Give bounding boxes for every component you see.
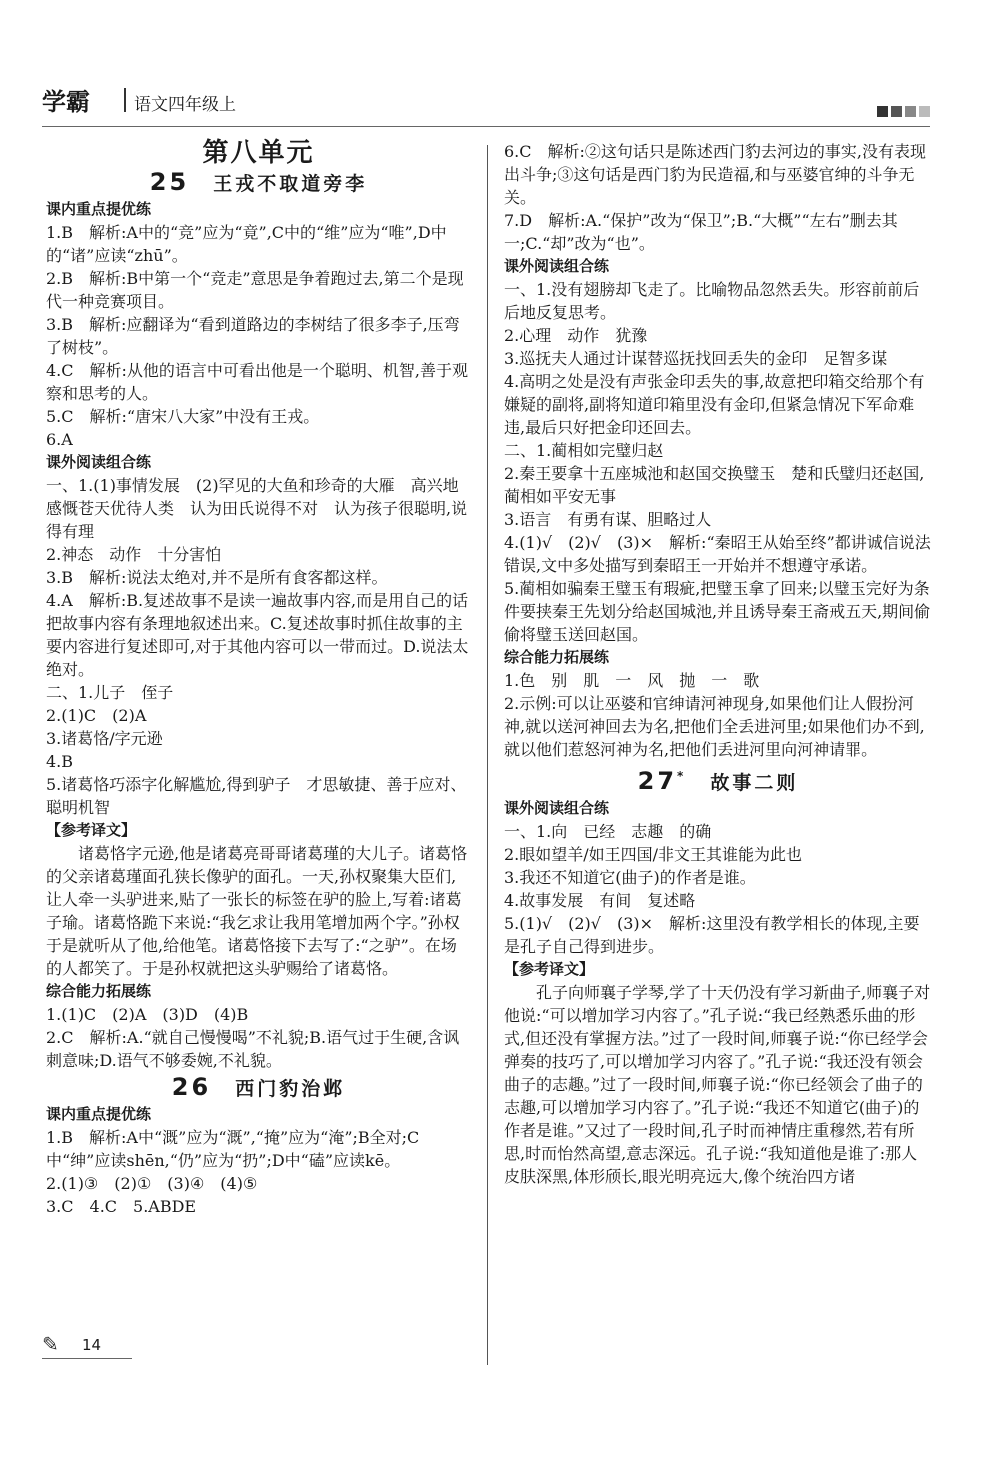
subject-title: 语文四年级上 xyxy=(134,95,236,115)
header-blocks-icon xyxy=(874,102,930,121)
pencil-icon: ✎ xyxy=(42,1332,59,1356)
optional-mark: * xyxy=(677,769,687,783)
block-1 xyxy=(877,106,888,117)
answer: 3.B 解析:应翻译为“看到道路边的李树结了很多李子,压弯了树枝”。 xyxy=(46,315,460,357)
section-heading: 课内重点提优练 xyxy=(46,1105,152,1123)
answer: 4.高明之处是没有声张金印丢失的事,故意把印箱交给那个有嫌疑的副将,副将知道印箱里没有金印,但紧急情况下军命难违,最后只好把金印还回去。 xyxy=(504,372,925,437)
section-heading: 综合能力拓展练 xyxy=(46,982,152,1000)
answer: 5.蔺相如骗秦王璧玉有瑕疵,把璧玉拿了回来;以璧玉完好为条件要挟秦王先划分给赵国城池,并且诱导秦王斋戒五天,期间偷偷将璧玉送回赵国。 xyxy=(504,579,931,644)
lesson-number xyxy=(638,767,687,795)
page-number: 14 xyxy=(82,1336,102,1354)
lesson-title: 西门豹治邺 xyxy=(235,1078,346,1100)
header-separator xyxy=(124,88,126,112)
answer: 3.我还不知道它(曲子)的作者是谁。 xyxy=(504,868,756,887)
answer: 2.C 解析:A.“就自己慢慢喝”不礼貌;B.语气过于生硬,含讽刺意味;D.语气不够委婉,不礼貌。 xyxy=(46,1028,460,1070)
right-column xyxy=(504,140,932,1188)
answer: 3.语言 有勇有谋、胆略过人 xyxy=(504,510,712,529)
answer: 4.故事发展 有间 复述略 xyxy=(504,891,696,910)
answer: 1.(1)C (2)A (3)D (4)B xyxy=(46,1005,249,1024)
lesson-title: 故事二则 xyxy=(710,772,799,794)
answer: 2.心理 动作 犹豫 xyxy=(504,326,648,345)
answer: 4.A 解析:B.复述故事不是读一遍故事内容,而是用自己的话把故事内容有条理地叙述出来。C.复述故事时抓住故事的主要内容进行复述即可,对于其他内容可以一带而过。D.说法太绝对。 xyxy=(46,591,469,679)
answer: 一、1.没有翅膀却飞走了。比喻物品忽然丢失。形容前前后后地反复思考。 xyxy=(504,280,920,322)
answer: 5.诸葛恪巧添字化解尴尬,得到驴子 才思敏捷、善于应对、聪明机智 xyxy=(46,775,467,817)
header-rule xyxy=(42,126,930,127)
answer: 2.B 解析:B中第一个“竞走”意思是争着跑过去,第二个是现代一种竞赛项目。 xyxy=(46,269,464,311)
answer: 2.秦王要拿十五座城池和赵国交换璧玉 楚和氏璧归还赵国,蔺相如平安无事 xyxy=(504,464,925,506)
block-3 xyxy=(905,106,916,117)
logo: 学霸 xyxy=(42,88,90,116)
answer: 一、1.向 已经 志趣 的确 xyxy=(504,822,712,841)
answer: 2.示例:可以让巫婆和官绅请河神现身,如果他们让人假扮河神,就以送河神回去为名,把他们全丢进河里;如果他们办不到,就以他们惹怒河神为名,把他们丢进河里向河神请罪。 xyxy=(504,694,925,759)
lesson-number: 26 xyxy=(171,1073,212,1101)
answer: 3.诸葛恪/字元逊 xyxy=(46,729,163,748)
block-2 xyxy=(891,106,902,117)
answer: 二、1.蔺相如完璧归赵 xyxy=(504,441,664,460)
answer: 二、1.儿子 侄子 xyxy=(46,683,174,702)
answer: 3.巡抚夫人通过计谋替巡抚找回丢失的金印 足智多谋 xyxy=(504,349,888,368)
answer: 3.C 4.C 5.ABDE xyxy=(46,1197,197,1216)
answer: 7.D 解析:A.“保护”改为“保卫”;B.“大概”“左右”删去其一;C.“却”改为“也”。 xyxy=(504,211,898,253)
answer: 6.A xyxy=(46,430,73,449)
reference-translation: 诸葛恪字元逊,他是诸葛亮哥哥诸葛瑾的大儿子。诸葛恪的父亲诸葛瑾面孔狭长像驴的面孔。一天,孙权聚集大臣们,让人牵一头驴进来,贴了一张长的标签在驴的脸上,写着:诸葛子瑜。诸葛恪跪下来说:“我乞求让我用笔增加两个字。”孙权于是就听从了他,给他笔。诸葛恪接下去写了:“之驴”。在场的人都笑了。于是孙权就把这头驴赐给了诸葛恪。 xyxy=(46,844,468,978)
answer: 6.C 解析:②这句话只是陈述西门豹去河边的事实,没有表现出斗争;③这句话是西门豹为民造福,和与巫婆官绅的斗争无关。 xyxy=(504,142,926,207)
section-heading: 课外阅读组合练 xyxy=(46,453,152,471)
section-heading: 课外阅读组合练 xyxy=(504,257,610,275)
answer: 1.色 别 肌 一 风 抛 一 歌 xyxy=(504,671,760,690)
footer-rule xyxy=(42,1358,132,1359)
section-heading: 课内重点提优练 xyxy=(46,200,152,218)
lesson-number: 25 xyxy=(149,168,190,196)
answer: 2.神态 动作 十分害怕 xyxy=(46,545,222,564)
answer: 5.C 解析:“唐宋八大家”中没有王戎。 xyxy=(46,407,320,426)
left-column xyxy=(46,140,471,1218)
answer: 1.B 解析:A中“溉”应为“溉”,“掩”应为“淹”;B全对;C中“绅”应读shēn,“仍”应为“扔”;D中“磕”应读kē。 xyxy=(46,1128,420,1170)
reference-translation-heading: 【参考译文】 xyxy=(46,821,137,839)
page-header xyxy=(42,78,930,130)
section-heading: 课外阅读组合练 xyxy=(504,799,610,817)
reference-translation: 孔子向师襄子学琴,学了十天仍没有学习新曲子,师襄子对他说:“可以增加学习内容了。”孔子说:“我已经熟悉乐曲的形式,但还没有掌握方法。”过了一段时间,师襄子说:“你已经学会弹奏的技巧了,可以增加学习内容了。”孔子说:“我还没有领会曲子的志趣。”过了一段时间,师襄子说:“你已经领会了曲子的志趣,可以增加学习内容了。”孔子说:“我还不知道它(曲子)的作者是谁。”又过了一段时间,孔子时而神情庄重穆然,若有所思,时而怡然高望,意志深远。孔子说:“我知道他是谁了:那人皮肤深黑,体形颀长,眼光明亮远大,像个统治四方诸 xyxy=(504,983,931,1186)
lesson-number-value: 27 xyxy=(637,767,678,795)
answer: 5.(1)√ (2)√ (3)× 解析:这里没有教学相长的体现,主要是孔子自己得到进步。 xyxy=(504,914,920,956)
answer: 4.B xyxy=(46,752,74,771)
answer: 1.B 解析:A中的“竞”应为“竟”,C中的“维”应为“唯”,D中的“诸”应读“zhū”。 xyxy=(46,223,447,265)
lesson-26-heading xyxy=(46,1073,471,1101)
lesson-title: 王戎不取道旁李 xyxy=(213,173,368,195)
answer: 一、1.(1)事情发展 (2)罕见的大鱼和珍奇的大雁 高兴地感慨苍天优待人类 认为田氏说得不对 认为孩子很聪明,说得有理 xyxy=(46,476,468,541)
answer: 2.(1)C (2)A xyxy=(46,706,147,725)
unit-title: 第八单元 xyxy=(202,138,315,168)
reference-translation-heading: 【参考译文】 xyxy=(504,960,595,978)
answer: 4.(1)√ (2)√ (3)× 解析:“秦昭王从始至终”都讲诚信说法错误,文中多处描写到秦昭王一开始并不想遵守承诺。 xyxy=(504,533,931,575)
answer: 4.C 解析:从他的语言中可看出他是一个聪明、机智,善于观察和思考的人。 xyxy=(46,361,468,403)
lesson-27-heading xyxy=(504,765,932,795)
answer: 3.B 解析:说法太绝对,并不是所有食客都这样。 xyxy=(46,568,388,587)
lesson-25-heading xyxy=(46,168,471,196)
column-divider xyxy=(487,145,488,1365)
section-heading: 综合能力拓展练 xyxy=(504,648,610,666)
answer: 2.(1)③ (2)① (3)④ (4)⑤ xyxy=(46,1174,258,1193)
answer: 2.眼如望羊/如王四国/非文王其谁能为此也 xyxy=(504,845,803,864)
block-4 xyxy=(919,106,930,117)
